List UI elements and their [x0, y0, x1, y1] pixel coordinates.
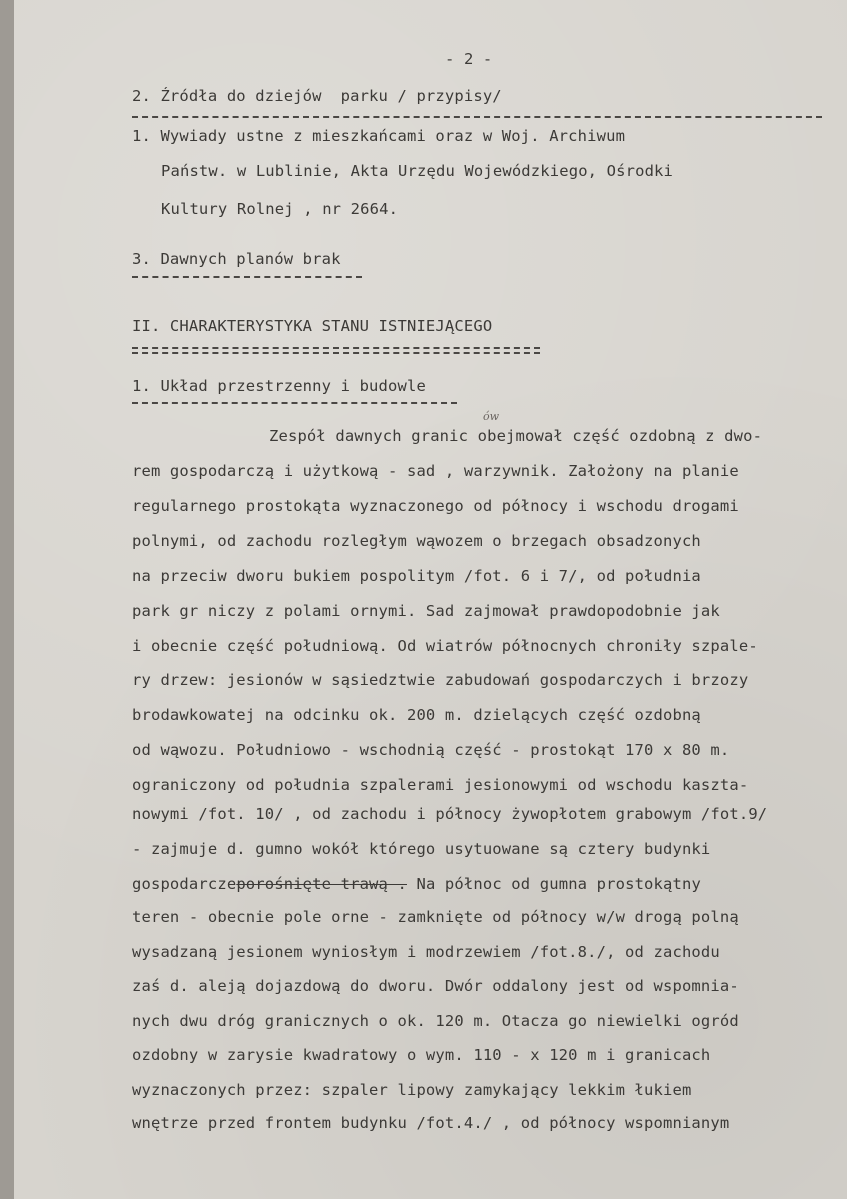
body-line: ograniczony od południa szpalerami jesionowymi od wschodu kaszta-	[132, 776, 749, 794]
body-line: zaś d. aleją dojazdową do dworu. Dwór oddalony jest od wspomnia-	[132, 977, 739, 995]
handwritten-correction: ów	[483, 410, 500, 423]
page-edge-shadow	[0, 0, 14, 1199]
body-line: na przeciw dworu bukiem pospolitym /fot. 6 i 7/, od południa	[132, 567, 701, 585]
heading-sources: 2. Źródła do dziejów parku / przypisy/	[132, 87, 502, 105]
body-line: i obecnie część południową. Od wiatrów północnych chroniły szpale-	[132, 637, 758, 655]
body-line-end: Na północ od gumna prostokątny	[407, 875, 701, 893]
heading-plans-underline	[132, 276, 362, 278]
body-line: teren - obecnie pole orne - zamknięte od północy w/w drogą polną	[132, 908, 739, 926]
sources-line: Kultury Rolnej , nr 2664.	[161, 200, 399, 218]
heading-sources-underline	[132, 116, 822, 118]
body-line: Zespół dawnych granic obejmował część ozdobną z dwo-	[269, 427, 763, 445]
body-line-start: gospodarcze	[132, 875, 237, 893]
sources-line: 1. Wywiady ustne z mieszkańcami oraz w Woj. Archiwum	[132, 127, 626, 145]
body-line: nych dwu dróg granicznych o ok. 120 m. Otacza go niewielki ogród	[132, 1012, 739, 1030]
section-heading-underline	[132, 402, 457, 404]
body-line: ry drzew: jesionów w sąsiedztwie zabudowań gospodarczych i brzozy	[132, 671, 749, 689]
section-heading-layout: 1. Układ przestrzenny i budowle	[132, 377, 426, 395]
struck-out-text: porośnięte trawą .	[236, 875, 407, 893]
body-line: wyznaczonych przez: szpaler lipowy zamykający lekkim łukiem	[132, 1081, 692, 1099]
body-line: nowymi /fot. 10/ , od zachodu i północy żywopłotem grabowym /fot.9/	[132, 805, 768, 823]
page-number: - 2 -	[445, 50, 493, 68]
body-line: ozdobny w zarysie kwadratowy o wym. 110 - x 120 m i granicach	[132, 1046, 711, 1064]
body-line: wysadzaną jesionem wyniosłym i modrzewiem /fot.8./, od zachodu	[132, 943, 720, 961]
body-line: brodawkowatej na odcinku ok. 200 m. dzielących część ozdobną	[132, 706, 701, 724]
chapter-heading-underline	[132, 347, 540, 354]
body-line: wnętrze przed frontem budynku /fot.4./ , od północy wspomnianym	[132, 1114, 730, 1132]
body-line: rem gospodarczą i użytkową - sad , warzywnik. Założony na planie	[132, 462, 739, 480]
body-line: od wąwozu. Południowo - wschodnią część - prostokąt 170 x 80 m.	[132, 741, 730, 759]
chapter-heading: II. CHARAKTERYSTYKA STANU ISTNIEJĄCEGO	[132, 317, 493, 335]
heading-plans: 3. Dawnych planów brak	[132, 250, 341, 268]
body-line	[132, 875, 701, 893]
sources-line: Państw. w Lublinie, Akta Urzędu Wojewódzkiego, Ośrodki	[161, 162, 674, 180]
body-line: park gr niczy z polami ornymi. Sad zajmował prawdopodobnie jak	[132, 602, 720, 620]
body-line: regularnego prostokąta wyznaczonego od północy i wschodu drogami	[132, 497, 739, 515]
body-line: - zajmuje d. gumno wokół którego usytuowane są cztery budynki	[132, 840, 711, 858]
body-line: polnymi, od zachodu rozległym wąwozem o brzegach obsadzonych	[132, 532, 701, 550]
